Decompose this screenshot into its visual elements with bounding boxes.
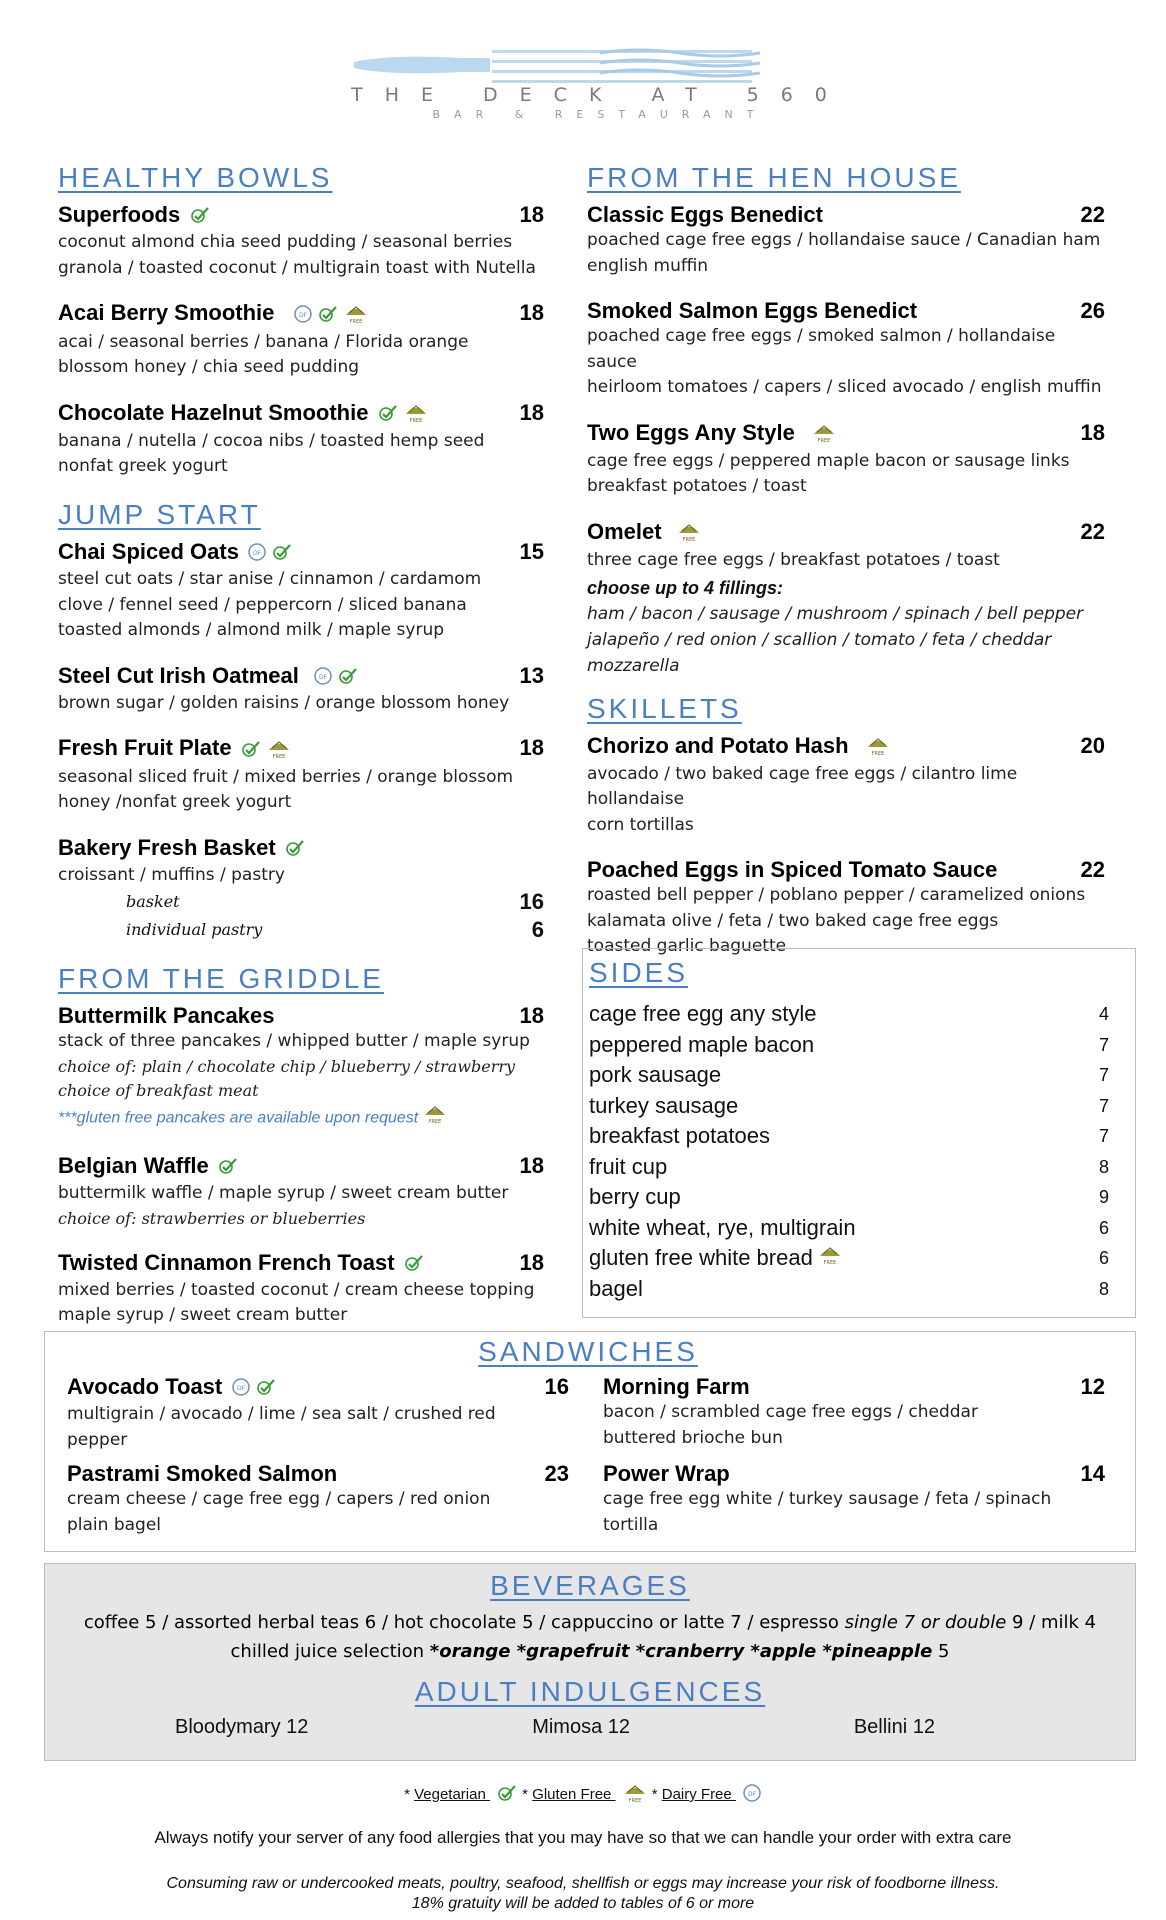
menu-item [587, 420, 1109, 500]
side-name: peppered maple bacon [589, 1031, 815, 1057]
beverage-text: 9 / milk 4 [1006, 1612, 1097, 1633]
item-desc: english muffin [587, 255, 709, 276]
item-desc: steel cut oats / star anise / cinnamon / cardamom [58, 569, 482, 590]
item-desc: banana / nutella / cocoa nibs / toasted hemp seed [58, 430, 485, 451]
menu-item [58, 663, 548, 717]
gluten-free-icon [403, 402, 429, 429]
item-desc: cage free eggs / peppered maple bacon or sausage links [587, 450, 1070, 471]
item-price: 26 [1080, 298, 1105, 323]
option-price: 16 [519, 889, 544, 915]
item-desc: poached cage free eggs / hollandaise sauce / Canadian ham [587, 230, 1101, 250]
item-desc: tortilla [603, 1514, 659, 1535]
item-name: Classic Eggs Benedict [587, 202, 823, 227]
item-price: 18 [519, 1003, 544, 1029]
svg-text:DF: DF [253, 550, 262, 558]
item-name: Morning Farm [603, 1374, 750, 1399]
side-price: 7 [1098, 1034, 1109, 1055]
item-name: Chorizo and Potato Hash [587, 732, 849, 758]
item-name: Bakery Fresh Basket [58, 834, 276, 860]
side-name: cage free egg any style [589, 1001, 817, 1026]
fork-wave-icon [350, 44, 850, 86]
item-desc: heirloom tomatoes / capers / sliced avocado / english muffin [587, 377, 1102, 397]
item-desc: mixed berries / toasted coconut / cream cheese topping [58, 1279, 535, 1300]
item-price: 20 [1080, 732, 1105, 758]
sandwich-grid [67, 1374, 1109, 1538]
legend-vegetarian: Vegetarian [414, 1785, 490, 1803]
legend-gluten-free: Gluten Free [532, 1785, 616, 1803]
dairy-free-icon [313, 666, 333, 691]
item-price: 18 [1080, 419, 1105, 445]
svg-text:FREE: FREE [409, 417, 423, 424]
side-name: pork sausage [589, 1062, 722, 1087]
beverage-text: chilled juice selection [230, 1641, 430, 1662]
side-price: 4 [1098, 1004, 1109, 1024]
side-item [589, 1182, 1109, 1213]
menu-item [603, 1461, 1109, 1538]
item-desc: plain bagel [67, 1514, 162, 1535]
item-name: Two Eggs Any Style [587, 419, 795, 445]
menu-item [58, 835, 548, 945]
note-text: ***gluten free pancakes are available upon request [58, 1109, 419, 1127]
vegetarian-icon [403, 1253, 425, 1278]
svg-text:DF: DF [319, 673, 328, 681]
item-price: 14 [1080, 1461, 1105, 1487]
beverages-box [44, 1563, 1136, 1761]
beverage-text-italic: single 7 or double [844, 1612, 1007, 1633]
item-desc: maple syrup / sweet cream butter [58, 1305, 348, 1326]
item-desc: three cage free eggs / breakfast potatoes / toast [587, 550, 1000, 571]
svg-text:FREE: FREE [628, 1798, 641, 1804]
side-item [589, 1060, 1109, 1091]
item-desc: roasted bell pepper / poblano pepper / caramelized onions [587, 885, 1086, 906]
beverage-line [55, 1637, 1125, 1666]
dairy-free-icon [231, 1377, 251, 1402]
side-price: 8 [1098, 1156, 1109, 1177]
menu-item [58, 539, 548, 644]
option-row [58, 916, 548, 944]
vegetarian-icon [377, 403, 399, 428]
dairy-free-icon [293, 304, 313, 329]
side-item [589, 1152, 1109, 1183]
side-name: gluten free white bread [589, 1245, 813, 1270]
item-price: 18 [519, 202, 544, 227]
side-item [589, 1213, 1109, 1244]
item-desc: granola / toasted coconut / multigrain toast with Nutella [58, 257, 536, 278]
logo-subtitle: BAR & RESTAURANT [432, 108, 768, 121]
vegetarian-icon [217, 1156, 239, 1181]
item-price: 12 [1080, 1374, 1105, 1399]
item-name: Twisted Cinnamon French Toast [58, 1249, 395, 1275]
filling-line: mozzarella [587, 655, 680, 676]
item-price: 18 [519, 399, 544, 425]
beverage-text: 5 [932, 1641, 950, 1662]
option-label: basket [126, 892, 180, 912]
filling-line: ham / bacon / sausage / mushroom / spinach / bell pepper [587, 603, 1084, 624]
section-title-adult: ADULT INDULGENCES [414, 1676, 766, 1707]
drink-item: Mimosa 12 [532, 1716, 631, 1738]
item-desc: multigrain / avocado / lime / sea salt / crushed red [67, 1404, 496, 1425]
item-desc: poached cage free eggs / smoked salmon / hollandaise sauce [587, 326, 1056, 372]
vegetarian-icon [337, 666, 359, 691]
side-price: 7 [1098, 1065, 1109, 1085]
item-price: 18 [519, 1152, 544, 1178]
svg-text:FREE: FREE [817, 437, 831, 444]
menu-item [587, 733, 1109, 839]
left-column [58, 162, 548, 1348]
item-name: Poached Eggs in Spiced Tomato Sauce [587, 857, 998, 883]
svg-text:FREE: FREE [349, 318, 363, 325]
item-name: Power Wrap [603, 1461, 730, 1487]
side-price: 9 [1098, 1187, 1109, 1207]
fillings-heading: choose up to 4 fillings: [587, 577, 784, 598]
option-label: individual pastry [126, 920, 263, 940]
item-choice: choice of breakfast meat [58, 1080, 259, 1100]
item-name: Omelet [587, 518, 662, 544]
side-item [589, 1243, 1109, 1274]
item-desc: avocado / two baked cage free eggs / cilantro lime hollandaise [587, 763, 1018, 810]
item-name: Chai Spiced Oats [58, 538, 239, 564]
item-name: Steel Cut Irish Oatmeal [58, 662, 299, 688]
dietary-legend [0, 1782, 1166, 1808]
item-price: 13 [519, 662, 544, 688]
vegetarian-icon [284, 838, 306, 863]
item-desc: bacon / scrambled cage free eggs / cheddar [603, 1402, 978, 1422]
side-price: 6 [1098, 1248, 1109, 1268]
section-title-sandwiches: SANDWICHES [478, 1336, 698, 1367]
item-name: Fresh Fruit Plate [58, 735, 232, 761]
item-name: Pastrami Smoked Salmon [67, 1461, 338, 1487]
gluten-free-icon [266, 738, 292, 765]
drink-item: Bellini 12 [853, 1716, 935, 1738]
legend-star: * [522, 1785, 533, 1803]
item-desc: croissant / muffins / pastry [58, 864, 285, 885]
beverage-line [55, 1608, 1125, 1637]
item-price: 18 [519, 1249, 544, 1275]
side-price: 7 [1098, 1095, 1109, 1116]
item-desc: coconut almond chia seed pudding / seasonal berries [58, 232, 513, 253]
item-desc: corn tortillas [587, 814, 694, 835]
gluten-free-icon [422, 1103, 448, 1134]
item-name: Chocolate Hazelnut Smoothie [58, 399, 369, 425]
sides-box [582, 948, 1136, 1318]
section-title-griddle: FROM THE GRIDDLE [58, 963, 384, 995]
side-name: breakfast potatoes [589, 1123, 771, 1148]
food-warning [0, 1874, 1166, 1914]
vegetarian-icon [240, 739, 262, 764]
item-desc: nonfat greek yogurt [58, 456, 228, 477]
svg-text:FREE: FREE [871, 750, 885, 757]
vegetarian-icon [189, 205, 211, 230]
item-name: Smoked Salmon Eggs Benedict [587, 298, 918, 323]
item-name: Avocado Toast [67, 1374, 223, 1399]
section-title-hen-house: FROM THE HEN HOUSE [587, 162, 961, 193]
gluten-free-note [58, 1103, 548, 1134]
svg-text:DF: DF [747, 1791, 756, 1798]
side-item [589, 1274, 1109, 1305]
item-desc: brown sugar / golden raisins / orange blossom honey [58, 692, 510, 713]
gluten-free-icon [676, 521, 702, 548]
menu-item [67, 1461, 573, 1538]
side-name: white wheat, rye, multigrain [589, 1214, 856, 1240]
item-choice: choice of: strawberries or blueberries [58, 1208, 366, 1228]
gluten-free-icon [343, 303, 369, 330]
side-name: berry cup [589, 1184, 681, 1209]
item-name: Superfoods [58, 202, 181, 227]
menu-item [58, 1153, 548, 1231]
gluten-free-icon [865, 735, 891, 762]
dairy-free-icon [742, 1783, 762, 1807]
warning-line: Consuming raw or undercooked meats, poultry, seafood, shellfish or eggs may increase your risk of foodborne illness. [166, 1875, 1000, 1892]
svg-text:DF: DF [236, 1385, 245, 1393]
item-desc: kalamata olive / feta / two baked cage free eggs [587, 910, 999, 931]
item-desc: buttered brioche bun [603, 1427, 783, 1448]
item-price: 22 [1080, 857, 1105, 883]
item-price: 16 [544, 1374, 569, 1399]
menu-item [58, 300, 548, 380]
juice-list: *orange *grapefruit *cranberry *apple *pineapple [429, 1641, 933, 1662]
section-title-sides: SIDES [589, 957, 689, 988]
item-desc: honey /nonfat greek yogurt [58, 792, 292, 813]
item-price: 22 [1080, 202, 1105, 227]
item-desc: breakfast potatoes / toast [587, 476, 807, 497]
dairy-free-icon [247, 542, 267, 567]
beverage-text: coffee 5 / assorted herbal teas 6 / hot chocolate 5 / cappuccino or latte 7 / espresso [83, 1612, 845, 1633]
item-price: 22 [1080, 518, 1105, 544]
item-desc: cage free egg white / turkey sausage / feta / spinach [603, 1489, 1052, 1510]
svg-text:DF: DF [298, 311, 307, 319]
allergy-notice: Always notify your server of any food allergies that you may have so that we can handle your order with extra care [154, 1828, 1012, 1847]
right-column [587, 162, 1109, 979]
menu-item [58, 1250, 548, 1329]
side-item [589, 1030, 1109, 1061]
section-title-jump-start: JUMP START [58, 498, 261, 530]
menu-item [58, 1003, 548, 1134]
menu-item [603, 1374, 1109, 1453]
side-item [589, 1091, 1109, 1122]
svg-text:FREE: FREE [272, 753, 286, 760]
gluten-free-icon [817, 1244, 843, 1275]
legend-dairy-free: Dairy Free [661, 1785, 736, 1803]
option-price: 6 [531, 917, 544, 943]
drink-item: Bloodymary 12 [175, 1716, 309, 1738]
item-price: 18 [519, 735, 544, 761]
menu-item [58, 202, 548, 281]
menu-item [67, 1374, 573, 1453]
side-item [589, 1121, 1109, 1152]
sandwiches-box [44, 1331, 1136, 1552]
option-row [58, 888, 548, 916]
item-desc: clove / fennel seed / peppercorn / sliced banana [58, 594, 467, 615]
item-desc: buttermilk waffle / maple syrup / sweet cream butter [58, 1183, 509, 1204]
vegetarian-icon [496, 1783, 518, 1807]
gratuity-line: 18% gratuity will be added to tables of 6 or more [411, 1895, 755, 1912]
menu-item [58, 735, 548, 815]
item-price: 15 [519, 538, 544, 564]
item-choice: choice of: plain / chocolate chip / blueberry / strawberry [58, 1056, 516, 1076]
item-price: 23 [544, 1461, 569, 1487]
item-desc: pepper [67, 1429, 128, 1450]
menu-item [587, 202, 1109, 279]
restaurant-logo [350, 44, 850, 122]
gluten-free-icon [622, 1782, 648, 1808]
vegetarian-icon [271, 542, 293, 567]
item-name: Belgian Waffle [58, 1152, 209, 1178]
item-desc: cream cheese / cage free egg / capers / red onion [67, 1489, 491, 1510]
item-desc: toasted garlic baguette [587, 936, 787, 957]
side-price: 7 [1098, 1126, 1109, 1146]
menu-item [587, 298, 1109, 401]
legend-star: * [404, 1785, 415, 1803]
section-title-beverages: BEVERAGES [490, 1570, 690, 1601]
item-desc: seasonal sliced fruit / mixed berries / orange blossom [58, 766, 514, 787]
adult-drinks [55, 1716, 1125, 1739]
svg-text:FREE: FREE [682, 537, 696, 544]
section-title-healthy-bowls: HEALTHY BOWLS [58, 162, 333, 193]
side-item [589, 999, 1109, 1030]
vegetarian-icon [317, 304, 339, 329]
item-desc: blossom honey / chia seed pudding [58, 357, 360, 378]
menu-item [587, 857, 1109, 960]
item-desc: stack of three pancakes / whipped butter / maple syrup [58, 1031, 530, 1052]
item-name: Buttermilk Pancakes [58, 1003, 275, 1029]
menu-item [587, 519, 1109, 679]
side-price: 6 [1098, 1217, 1109, 1238]
svg-text:FREE: FREE [428, 1118, 442, 1125]
item-price: 18 [519, 300, 544, 326]
svg-text:FREE: FREE [823, 1259, 837, 1266]
side-price: 8 [1098, 1279, 1109, 1300]
vegetarian-icon [255, 1377, 277, 1402]
item-name: Acai Berry Smoothie [58, 300, 275, 326]
item-desc: acai / seasonal berries / banana / Florida orange [58, 331, 469, 352]
legend-star: * [651, 1785, 662, 1803]
side-name: fruit cup [589, 1153, 668, 1179]
side-name: turkey sausage [589, 1092, 739, 1118]
menu-item [58, 400, 548, 480]
item-desc: toasted almonds / almond milk / maple syrup [58, 620, 445, 641]
side-name: bagel [589, 1276, 643, 1302]
logo-name: THE DECK AT 560 [351, 84, 849, 106]
gluten-free-icon [811, 422, 837, 449]
filling-line: jalapeño / red onion / scallion / tomato / feta / cheddar [587, 629, 1052, 650]
section-title-skillets: SKILLETS [587, 692, 742, 724]
